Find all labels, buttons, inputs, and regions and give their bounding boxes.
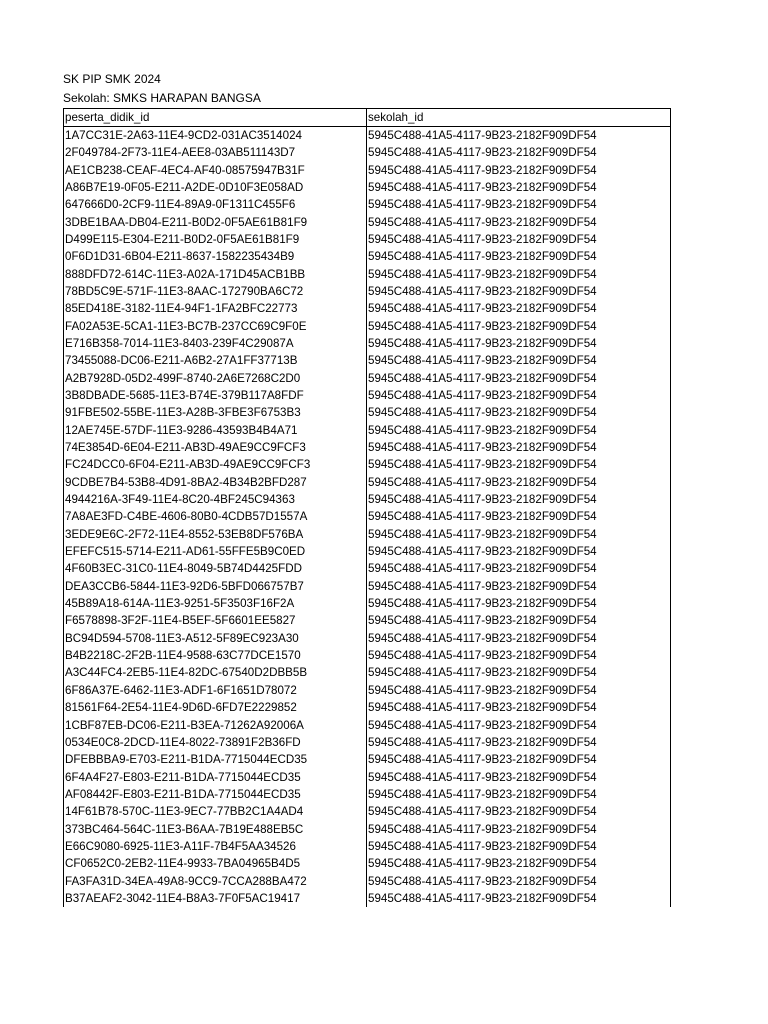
- school-line: Sekolah: SMKS HARAPAN BANGSA: [63, 91, 261, 105]
- peserta-didik-id-cell: FA02A53E-5CA1-11E3-BC7B-237CC69C9F0E: [64, 317, 367, 334]
- sekolah-id-cell: 5945C488-41A5-4117-9B23-2182F909DF54: [367, 369, 671, 386]
- sekolah-id-cell: 5945C488-41A5-4117-9B23-2182F909DF54: [367, 803, 671, 820]
- peserta-didik-id-cell: DFEBBBA9-E703-E211-B1DA-7715044ECD35: [64, 751, 367, 768]
- peserta-didik-id-cell: 647666D0-2CF9-11E4-89A9-0F1311C455F6: [64, 196, 367, 213]
- peserta-didik-id-cell: 6F86A37E-6462-11E3-ADF1-6F1651D78072: [64, 682, 367, 699]
- table-row: [64, 161, 671, 178]
- peserta-didik-id-cell: 0534E0C8-2DCD-11E4-8022-73891F2B36FD: [64, 734, 367, 751]
- table-row: [64, 456, 671, 473]
- sekolah-id-cell: 5945C488-41A5-4117-9B23-2182F909DF54: [367, 474, 671, 491]
- table-row: [64, 543, 671, 560]
- peserta-didik-id-cell: 74E3854D-6E04-E211-AB3D-49AE9CC9FCF3: [64, 439, 367, 456]
- table-row: [64, 127, 671, 145]
- table-row: [64, 300, 671, 317]
- table-row: [64, 664, 671, 681]
- sekolah-id-cell: 5945C488-41A5-4117-9B23-2182F909DF54: [367, 890, 671, 907]
- table-row: [64, 768, 671, 785]
- peserta-didik-id-cell: 45B89A18-614A-11E3-9251-5F3503F16F2A: [64, 595, 367, 612]
- table-row: [64, 890, 671, 907]
- peserta-didik-id-cell: 1CBF87EB-DC06-E211-B3EA-71262A92006A: [64, 716, 367, 733]
- sekolah-id-cell: 5945C488-41A5-4117-9B23-2182F909DF54: [367, 161, 671, 178]
- table-row: [64, 560, 671, 577]
- peserta-didik-id-cell: 12AE745E-57DF-11E3-9286-43593B4B4A71: [64, 422, 367, 439]
- sekolah-id-cell: 5945C488-41A5-4117-9B23-2182F909DF54: [367, 283, 671, 300]
- sekolah-id-cell: 5945C488-41A5-4117-9B23-2182F909DF54: [367, 560, 671, 577]
- peserta-didik-id-cell: 2F049784-2F73-11E4-AEE8-03AB511143D7: [64, 144, 367, 161]
- table-row: [64, 508, 671, 525]
- sekolah-id-cell: 5945C488-41A5-4117-9B23-2182F909DF54: [367, 179, 671, 196]
- sekolah-id-cell: 5945C488-41A5-4117-9B23-2182F909DF54: [367, 699, 671, 716]
- peserta-didik-id-cell: 3DBE1BAA-DB04-E211-B0D2-0F5AE61B81F9: [64, 213, 367, 230]
- peserta-didik-id-cell: AE1CB238-CEAF-4EC4-AF40-08575947B31F: [64, 161, 367, 178]
- table-row: [64, 335, 671, 352]
- sekolah-id-cell: 5945C488-41A5-4117-9B23-2182F909DF54: [367, 647, 671, 664]
- sekolah-id-cell: 5945C488-41A5-4117-9B23-2182F909DF54: [367, 213, 671, 230]
- peserta-didik-id-cell: 81561F64-2E54-11E4-9D6D-6FD7E2229852: [64, 699, 367, 716]
- table-row: [64, 474, 671, 491]
- table-row: [64, 196, 671, 213]
- sekolah-id-cell: 5945C488-41A5-4117-9B23-2182F909DF54: [367, 508, 671, 525]
- sekolah-id-cell: 5945C488-41A5-4117-9B23-2182F909DF54: [367, 491, 671, 508]
- peserta-didik-id-cell: CF0652C0-2EB2-11E4-9933-7BA04965B4D5: [64, 855, 367, 872]
- peserta-didik-id-cell: 9CDBE7B4-53B8-4D91-8BA2-4B34B2BFD287: [64, 474, 367, 491]
- column-header-sekolah-id: sekolah_id: [367, 109, 671, 127]
- peserta-didik-id-cell: DEA3CCB6-5844-11E3-92D6-5BFD066757B7: [64, 578, 367, 595]
- table-row: [64, 855, 671, 872]
- table-row: [64, 751, 671, 768]
- peserta-didik-id-cell: FA3FA31D-34EA-49A8-9CC9-7CCA288BA472: [64, 872, 367, 889]
- table-row: [64, 404, 671, 421]
- table-header-row: [64, 109, 671, 127]
- table-row: [64, 578, 671, 595]
- peserta-didik-id-cell: 91FBE502-55BE-11E3-A28B-3FBE3F6753B3: [64, 404, 367, 421]
- sekolah-id-cell: 5945C488-41A5-4117-9B23-2182F909DF54: [367, 820, 671, 837]
- sekolah-id-cell: 5945C488-41A5-4117-9B23-2182F909DF54: [367, 578, 671, 595]
- peserta-didik-id-cell: 3EDE9E6C-2F72-11E4-8552-53EB8DF576BA: [64, 526, 367, 543]
- document-sheet: [63, 70, 671, 907]
- peserta-didik-id-cell: 373BC464-564C-11E3-B6AA-7B19E488EB5C: [64, 820, 367, 837]
- table-row: [64, 439, 671, 456]
- sekolah-id-cell: 5945C488-41A5-4117-9B23-2182F909DF54: [367, 716, 671, 733]
- peserta-didik-id-cell: A3C44FC4-2EB5-11E4-82DC-67540D2DBB5B: [64, 664, 367, 681]
- peserta-didik-id-cell: 0F6D1D31-6B04-E211-8637-1582235434B9: [64, 248, 367, 265]
- table-row: [64, 803, 671, 820]
- table-row: [64, 422, 671, 439]
- table-row: [64, 352, 671, 369]
- table-row: [64, 716, 671, 733]
- data-table: [63, 108, 671, 907]
- peserta-didik-id-cell: AF08442F-E803-E211-B1DA-7715044ECD35: [64, 786, 367, 803]
- column-header-peserta-didik-id: peserta_didik_id: [64, 109, 367, 127]
- sekolah-id-cell: 5945C488-41A5-4117-9B23-2182F909DF54: [367, 612, 671, 629]
- peserta-didik-id-cell: F6578898-3F2F-11E4-B5EF-5F6601EE5827: [64, 612, 367, 629]
- table-row: [64, 630, 671, 647]
- table-row: [64, 526, 671, 543]
- table-row: [64, 387, 671, 404]
- peserta-didik-id-cell: 6F4A4F27-E803-E211-B1DA-7715044ECD35: [64, 768, 367, 785]
- sekolah-id-cell: 5945C488-41A5-4117-9B23-2182F909DF54: [367, 543, 671, 560]
- table-row: [64, 179, 671, 196]
- table-row: [64, 872, 671, 889]
- sekolah-id-cell: 5945C488-41A5-4117-9B23-2182F909DF54: [367, 422, 671, 439]
- peserta-didik-id-cell: D499E115-E304-E211-B0D2-0F5AE61B81F9: [64, 231, 367, 248]
- table-row: [64, 248, 671, 265]
- table-row: [64, 612, 671, 629]
- table-row: [64, 265, 671, 282]
- table-row: [64, 699, 671, 716]
- peserta-didik-id-cell: FC24DCC0-6F04-E211-AB3D-49AE9CC9FCF3: [64, 456, 367, 473]
- sekolah-id-cell: 5945C488-41A5-4117-9B23-2182F909DF54: [367, 664, 671, 681]
- peserta-didik-id-cell: BC94D594-5708-11E3-A512-5F89EC923A30: [64, 630, 367, 647]
- table-row: [64, 369, 671, 386]
- sekolah-id-cell: 5945C488-41A5-4117-9B23-2182F909DF54: [367, 439, 671, 456]
- sekolah-id-cell: 5945C488-41A5-4117-9B23-2182F909DF54: [367, 300, 671, 317]
- sekolah-id-cell: 5945C488-41A5-4117-9B23-2182F909DF54: [367, 127, 671, 145]
- table-row: [64, 734, 671, 751]
- sekolah-id-cell: 5945C488-41A5-4117-9B23-2182F909DF54: [367, 751, 671, 768]
- table-row: [64, 491, 671, 508]
- table-body: [64, 127, 671, 908]
- table-row: [64, 682, 671, 699]
- peserta-didik-id-cell: 4F60B3EC-31C0-11E4-8049-5B74D4425FDD: [64, 560, 367, 577]
- peserta-didik-id-cell: A86B7E19-0F05-E211-A2DE-0D10F3E058AD: [64, 179, 367, 196]
- peserta-didik-id-cell: B4B2218C-2F2B-11E4-9588-63C77DCE1570: [64, 647, 367, 664]
- peserta-didik-id-cell: 85ED418E-3182-11E4-94F1-1FA2BFC22773: [64, 300, 367, 317]
- sekolah-id-cell: 5945C488-41A5-4117-9B23-2182F909DF54: [367, 768, 671, 785]
- peserta-didik-id-cell: 73455088-DC06-E211-A6B2-27A1FF37713B: [64, 352, 367, 369]
- table-row: [64, 820, 671, 837]
- sekolah-id-cell: 5945C488-41A5-4117-9B23-2182F909DF54: [367, 734, 671, 751]
- peserta-didik-id-cell: 3B8DBADE-5685-11E3-B74E-379B117A8FDF: [64, 387, 367, 404]
- peserta-didik-id-cell: B37AEAF2-3042-11E4-B8A3-7F0F5AC19417: [64, 890, 367, 907]
- sekolah-id-cell: 5945C488-41A5-4117-9B23-2182F909DF54: [367, 248, 671, 265]
- sekolah-id-cell: 5945C488-41A5-4117-9B23-2182F909DF54: [367, 144, 671, 161]
- sekolah-id-cell: 5945C488-41A5-4117-9B23-2182F909DF54: [367, 855, 671, 872]
- table-row: [64, 213, 671, 230]
- table-row: [64, 838, 671, 855]
- table-row: [64, 647, 671, 664]
- peserta-didik-id-cell: 4944216A-3F49-11E4-8C20-4BF245C94363: [64, 491, 367, 508]
- document-title: SK PIP SMK 2024: [63, 72, 161, 86]
- sekolah-id-cell: 5945C488-41A5-4117-9B23-2182F909DF54: [367, 352, 671, 369]
- sekolah-id-cell: 5945C488-41A5-4117-9B23-2182F909DF54: [367, 786, 671, 803]
- table-row: [64, 317, 671, 334]
- sekolah-id-cell: 5945C488-41A5-4117-9B23-2182F909DF54: [367, 231, 671, 248]
- sekolah-id-cell: 5945C488-41A5-4117-9B23-2182F909DF54: [367, 387, 671, 404]
- sekolah-id-cell: 5945C488-41A5-4117-9B23-2182F909DF54: [367, 317, 671, 334]
- table-row: [64, 231, 671, 248]
- peserta-didik-id-cell: 1A7CC31E-2A63-11E4-9CD2-031AC3514024: [64, 127, 367, 145]
- sekolah-id-cell: 5945C488-41A5-4117-9B23-2182F909DF54: [367, 335, 671, 352]
- table-row: [64, 283, 671, 300]
- sekolah-id-cell: 5945C488-41A5-4117-9B23-2182F909DF54: [367, 595, 671, 612]
- peserta-didik-id-cell: E716B358-7014-11E3-8403-239F4C29087A: [64, 335, 367, 352]
- sekolah-id-cell: 5945C488-41A5-4117-9B23-2182F909DF54: [367, 838, 671, 855]
- sekolah-id-cell: 5945C488-41A5-4117-9B23-2182F909DF54: [367, 682, 671, 699]
- table-row: [64, 786, 671, 803]
- peserta-didik-id-cell: A2B7928D-05D2-499F-8740-2A6E7268C2D0: [64, 369, 367, 386]
- peserta-didik-id-cell: 888DFD72-614C-11E3-A02A-171D45ACB1BB: [64, 265, 367, 282]
- peserta-didik-id-cell: 7A8AE3FD-C4BE-4606-80B0-4CDB57D1557A: [64, 508, 367, 525]
- sekolah-id-cell: 5945C488-41A5-4117-9B23-2182F909DF54: [367, 526, 671, 543]
- table-row: [64, 144, 671, 161]
- sekolah-id-cell: 5945C488-41A5-4117-9B23-2182F909DF54: [367, 456, 671, 473]
- peserta-didik-id-cell: 14F61B78-570C-11E3-9EC7-77BB2C1A4AD4: [64, 803, 367, 820]
- sekolah-id-cell: 5945C488-41A5-4117-9B23-2182F909DF54: [367, 265, 671, 282]
- sekolah-id-cell: 5945C488-41A5-4117-9B23-2182F909DF54: [367, 872, 671, 889]
- peserta-didik-id-cell: E66C9080-6925-11E3-A11F-7B4F5AA34526: [64, 838, 367, 855]
- peserta-didik-id-cell: 78BD5C9E-571F-11E3-8AAC-172790BA6C72: [64, 283, 367, 300]
- sekolah-id-cell: 5945C488-41A5-4117-9B23-2182F909DF54: [367, 404, 671, 421]
- peserta-didik-id-cell: EFEFC515-5714-E211-AD61-55FFE5B9C0ED: [64, 543, 367, 560]
- sekolah-id-cell: 5945C488-41A5-4117-9B23-2182F909DF54: [367, 630, 671, 647]
- table-row: [64, 595, 671, 612]
- sekolah-id-cell: 5945C488-41A5-4117-9B23-2182F909DF54: [367, 196, 671, 213]
